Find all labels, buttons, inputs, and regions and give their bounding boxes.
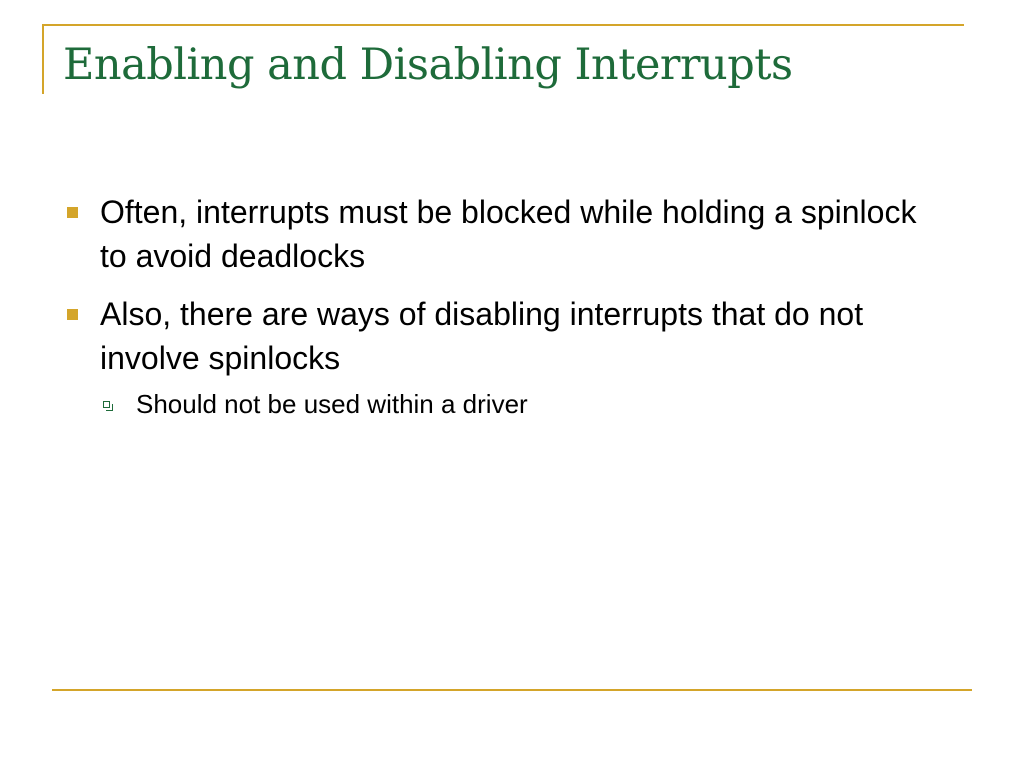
left-border-line xyxy=(42,24,44,94)
sub-bullet-text: Should not be used within a driver xyxy=(136,389,528,419)
bullet-item xyxy=(64,292,944,380)
bullet-list xyxy=(64,190,944,422)
footer-line xyxy=(52,689,972,691)
bullet-item xyxy=(64,190,944,278)
bullet-text: Often, interrupts must be blocked while holding a spinlock to avoid deadlocks xyxy=(100,194,917,274)
square-bullet-icon xyxy=(67,207,78,218)
hollow-square-bullet-icon xyxy=(103,401,110,408)
square-bullet-icon xyxy=(67,309,78,320)
bullet-text: Also, there are ways of disabling interrupts that do not involve spinlocks xyxy=(100,296,864,376)
sub-bullet-item xyxy=(64,386,944,422)
slide-title: Enabling and Disabling Interrupts xyxy=(63,40,793,90)
top-border-line xyxy=(42,24,964,26)
